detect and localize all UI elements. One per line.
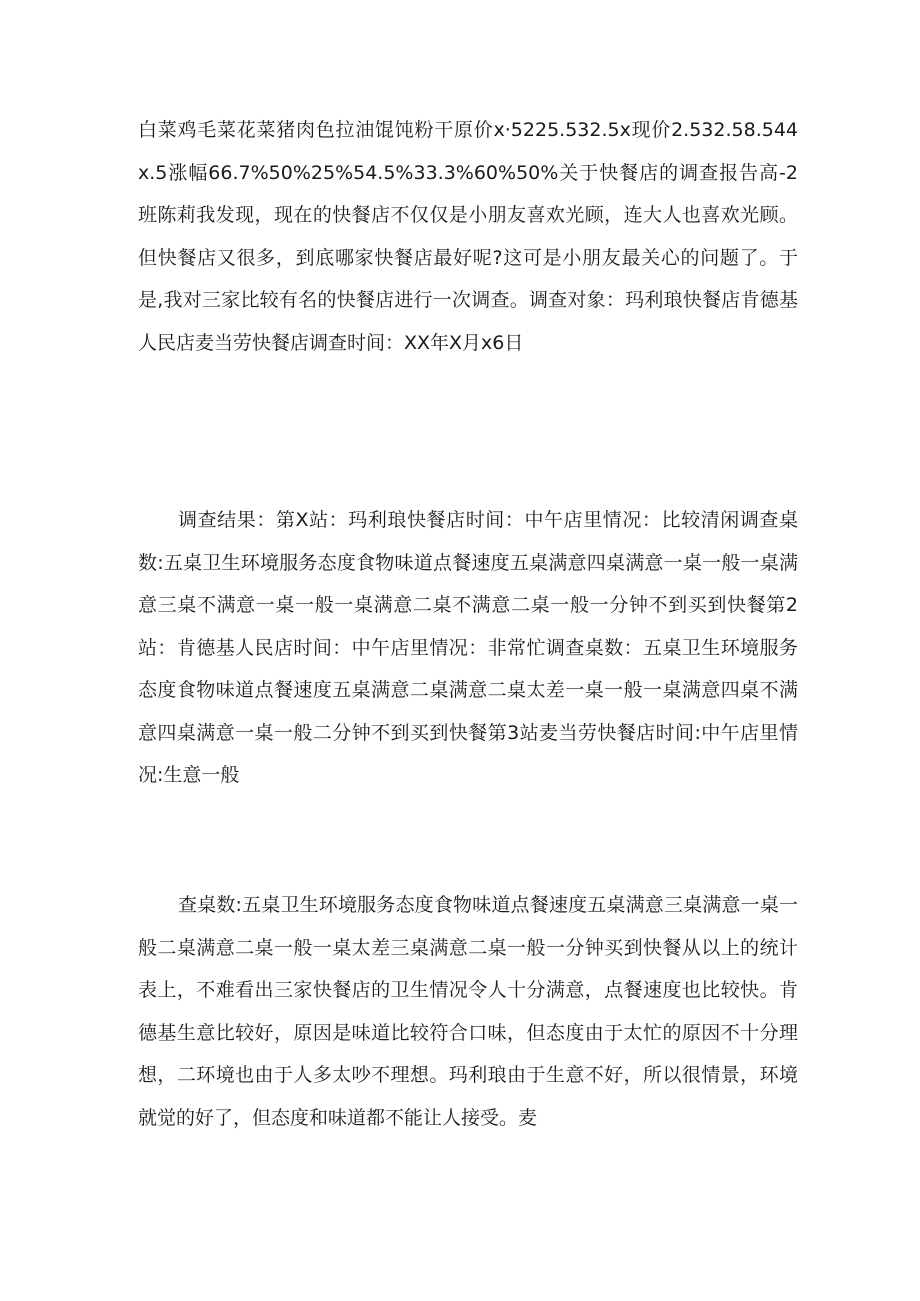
paragraph-survey-results: 调查结果：第X站：玛利琅快餐店时间：中午店里情况：比较清闲调查桌数:五桌卫生环境服务态度食物味道点餐速度五桌满意四桌满意一桌一般一桌满意三桌不满意一桌一般一桌满意二桌不满意二桌一般一分钟不到买到快餐第2站：肯德基人民店时间：中午店里情况：非常忙调查桌数：五桌卫生环境服务态度食物味道点餐速度五桌满意二桌满意二桌太差一桌一般一桌满意四桌不满意四桌满意一桌一般二分钟不到买到快餐第3站麦当劳快餐店时间:中午店里情况:生意一般: [138, 509, 798, 786]
paragraph-survey-intro: 白菜鸡毛菜花菜猪肉色拉油馄饨粉干原价x·5225.532.5x现价2.532.58.544x.5涨幅66.7%50%25%54.5%33.3%60%50%关于快餐店的调查报告高-2班陈莉我发现，现在的快餐店不仅仅是小朋友喜欢光顾，连大人也喜欢光顾。但快餐店又很多，到底哪家快餐店最好呢?这可是小朋友最关心的问题了。于是,我对三家比较有名的快餐店进行一次调查。调查对象：玛利琅快餐店肯德基人民店麦当劳快餐店调查时间：XX年X月x6日: [138, 119, 798, 354]
paragraph-survey-analysis: 查桌数:五桌卫生环境服务态度食物味道点餐速度五桌满意三桌满意一桌一般二桌满意二桌一般一桌太差三桌满意二桌一般一分钟买到快餐从以上的统计表上，不难看出三家快餐店的卫生情况令人十分满意，点餐速度也比较快。肯德基生意比较好，原因是味道比较符合口味，但态度由于太忙的原因不十分理想，二环境也由于人多太吵不理想。玛利琅由于生意不好，所以很情景，环境就觉的好了，但态度和味道都不能让人接受。麦: [138, 894, 798, 1129]
